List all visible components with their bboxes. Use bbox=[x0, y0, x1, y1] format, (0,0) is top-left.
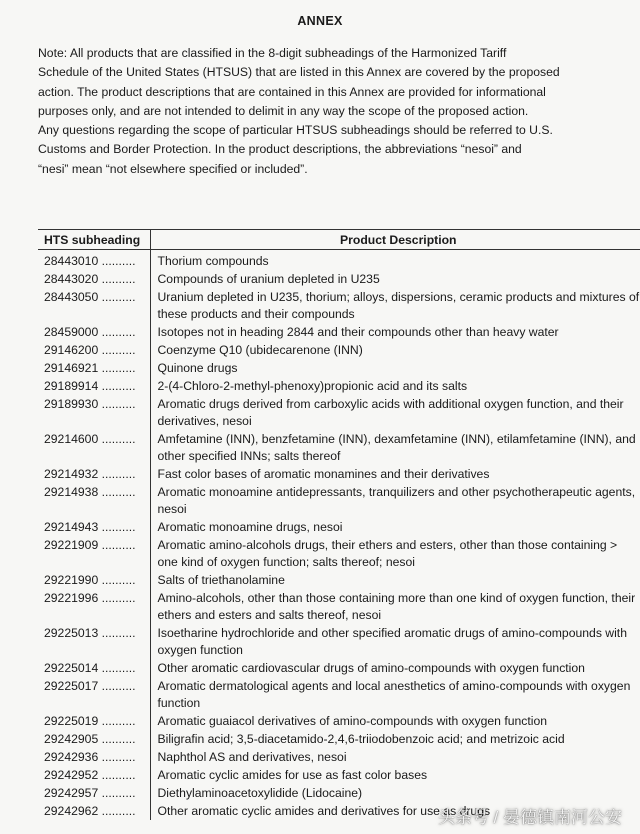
hts-code: 29242957 .......... bbox=[44, 786, 136, 800]
hts-code: 29242905 .......... bbox=[44, 732, 136, 746]
table-row bbox=[38, 341, 640, 359]
table-body bbox=[38, 250, 640, 821]
table-row bbox=[38, 536, 640, 571]
hts-code: 29225013 .......... bbox=[44, 626, 136, 640]
hts-code: 29242952 .......... bbox=[44, 768, 136, 782]
product-description: Aromatic dermatological agents and local anesthetics of amino-compounds with oxygen function bbox=[150, 677, 640, 712]
product-description: Aromatic drugs derived from carboxylic acids with additional oxygen function, and their derivatives, nesoi bbox=[150, 395, 640, 430]
table-row bbox=[38, 270, 640, 288]
hts-code: 28443010 .......... bbox=[44, 254, 136, 268]
hts-code: 29221909 .......... bbox=[44, 538, 136, 552]
table-row bbox=[38, 712, 640, 730]
table-row bbox=[38, 483, 640, 518]
table-header-row bbox=[38, 230, 640, 250]
watermark-text: 头条号 / 晏德镇南河公安 bbox=[437, 808, 622, 827]
product-description: Diethylaminoacetoxylidide (Lidocaine) bbox=[150, 784, 640, 802]
hts-code: 29221990 .......... bbox=[44, 573, 136, 587]
table-row bbox=[38, 748, 640, 766]
product-description: Compounds of uranium depleted in U235 bbox=[150, 270, 640, 288]
product-description: Amfetamine (INN), benzfetamine (INN), dexamfetamine (INN), etilamfetamine (INN), and other specified INNs; salts thereof bbox=[150, 430, 640, 465]
product-description: Salts of triethanolamine bbox=[150, 571, 640, 589]
product-description: Naphthol AS and derivatives, nesoi bbox=[150, 748, 640, 766]
hts-code: 29214600 .......... bbox=[44, 432, 136, 446]
product-description: Isotopes not in heading 2844 and their compounds other than heavy water bbox=[150, 323, 640, 341]
hts-code: 28459000 .......... bbox=[44, 325, 136, 339]
product-description: Aromatic guaiacol derivatives of amino-compounds with oxygen function bbox=[150, 712, 640, 730]
hts-code: 29221996 .......... bbox=[44, 591, 136, 605]
product-description: Thorium compounds bbox=[150, 250, 640, 271]
table-row bbox=[38, 766, 640, 784]
hts-code: 29214932 .......... bbox=[44, 467, 136, 481]
note-line: Any questions regarding the scope of particular HTSUS subheadings should be referred to U.S. bbox=[38, 123, 553, 138]
table-row bbox=[38, 250, 640, 271]
hts-code: 29225014 .......... bbox=[44, 661, 136, 675]
product-description: Amino-alcohols, other than those containing more than one kind of oxygen function, their ethers and esters and salts thereof, nesoi bbox=[150, 589, 640, 624]
table-row bbox=[38, 465, 640, 483]
hts-code: 28443050 .......... bbox=[44, 290, 136, 304]
table-row bbox=[38, 323, 640, 341]
hts-code: 29242936 .......... bbox=[44, 750, 136, 764]
product-description: Quinone drugs bbox=[150, 359, 640, 377]
product-description: Fast color bases of aromatic monamines and their derivatives bbox=[150, 465, 640, 483]
page-title: ANNEX bbox=[297, 14, 343, 28]
table-row bbox=[38, 784, 640, 802]
note-line: Customs and Border Protection. In the product descriptions, the abbreviations “nesoi” and bbox=[38, 142, 522, 157]
product-description: Aromatic cyclic amides for use as fast color bases bbox=[150, 766, 640, 784]
product-description: Other aromatic cardiovascular drugs of amino-compounds with oxygen function bbox=[150, 659, 640, 677]
annex-table bbox=[38, 229, 640, 820]
product-description: Aromatic monoamine drugs, nesoi bbox=[150, 518, 640, 536]
hts-code: 29146921 .......... bbox=[44, 361, 136, 375]
table-row bbox=[38, 589, 640, 624]
hts-code: 29214943 .......... bbox=[44, 520, 136, 534]
table-row bbox=[38, 730, 640, 748]
table-row bbox=[38, 377, 640, 395]
note-line: purposes only, and are not intended to delimit in any way the scope of the proposed action. bbox=[38, 103, 529, 118]
note-line: Note: All products that are classified in the 8-digit subheadings of the Harmonized Tariff bbox=[38, 46, 507, 60]
product-description: Other aromatic cyclic amides and derivatives for use as drugs bbox=[150, 802, 640, 820]
hts-code: 29225019 .......... bbox=[44, 714, 136, 728]
hts-code: 29225017 .......... bbox=[44, 679, 136, 693]
header-hts-subheading: HTS subheading bbox=[38, 230, 150, 250]
table-row bbox=[38, 624, 640, 659]
hts-code: 29214938 .......... bbox=[44, 485, 136, 499]
table-row bbox=[38, 571, 640, 589]
table-row bbox=[38, 518, 640, 536]
hts-code: 29189914 .......... bbox=[44, 379, 136, 393]
product-description: 2-(4-Chloro-2-methyl-phenoxy)propionic acid and its salts bbox=[150, 377, 640, 395]
hts-code: 29242962 .......... bbox=[44, 804, 136, 818]
header-product-description: Product Description bbox=[150, 230, 640, 250]
table-row bbox=[38, 359, 640, 377]
hts-code: 28443020 .......... bbox=[44, 272, 136, 286]
product-description: Uranium depleted in U235, thorium; alloys, dispersions, ceramic products and mixtures of these products and their compounds bbox=[150, 288, 640, 323]
product-description: Aromatic monoamine antidepressants, tranquilizers and other psychotherapeutic agents, nesoi bbox=[150, 483, 640, 518]
product-description: Biligrafin acid; 3,5-diacetamido-2,4,6-triiodobenzoic acid; and metrizoic acid bbox=[150, 730, 640, 748]
product-description: Coenzyme Q10 (ubidecarenone (INN) bbox=[150, 341, 640, 359]
table-row bbox=[38, 677, 640, 712]
note-paragraph bbox=[38, 44, 598, 179]
hts-code: 29146200 .......... bbox=[44, 343, 136, 357]
table-row bbox=[38, 430, 640, 465]
note-line: “nesi” mean “not elsewhere specified or included”. bbox=[38, 161, 308, 176]
table-row bbox=[38, 288, 640, 323]
table-row bbox=[38, 395, 640, 430]
hts-code: 29189930 .......... bbox=[44, 397, 136, 411]
product-description: Aromatic amino-alcohols drugs, their ethers and esters, other than those containing > one kind of oxygen function; salts thereof; nesoi bbox=[150, 536, 640, 571]
table-row bbox=[38, 659, 640, 677]
note-line: Schedule of the United States (HTSUS) that are listed in this Annex are covered by the proposed bbox=[38, 65, 560, 80]
note-line: action. The product descriptions that are contained in this Annex are provided for informational bbox=[38, 84, 546, 99]
product-description: Isoetharine hydrochloride and other specified aromatic drugs of amino-compounds with oxygen function bbox=[150, 624, 640, 659]
